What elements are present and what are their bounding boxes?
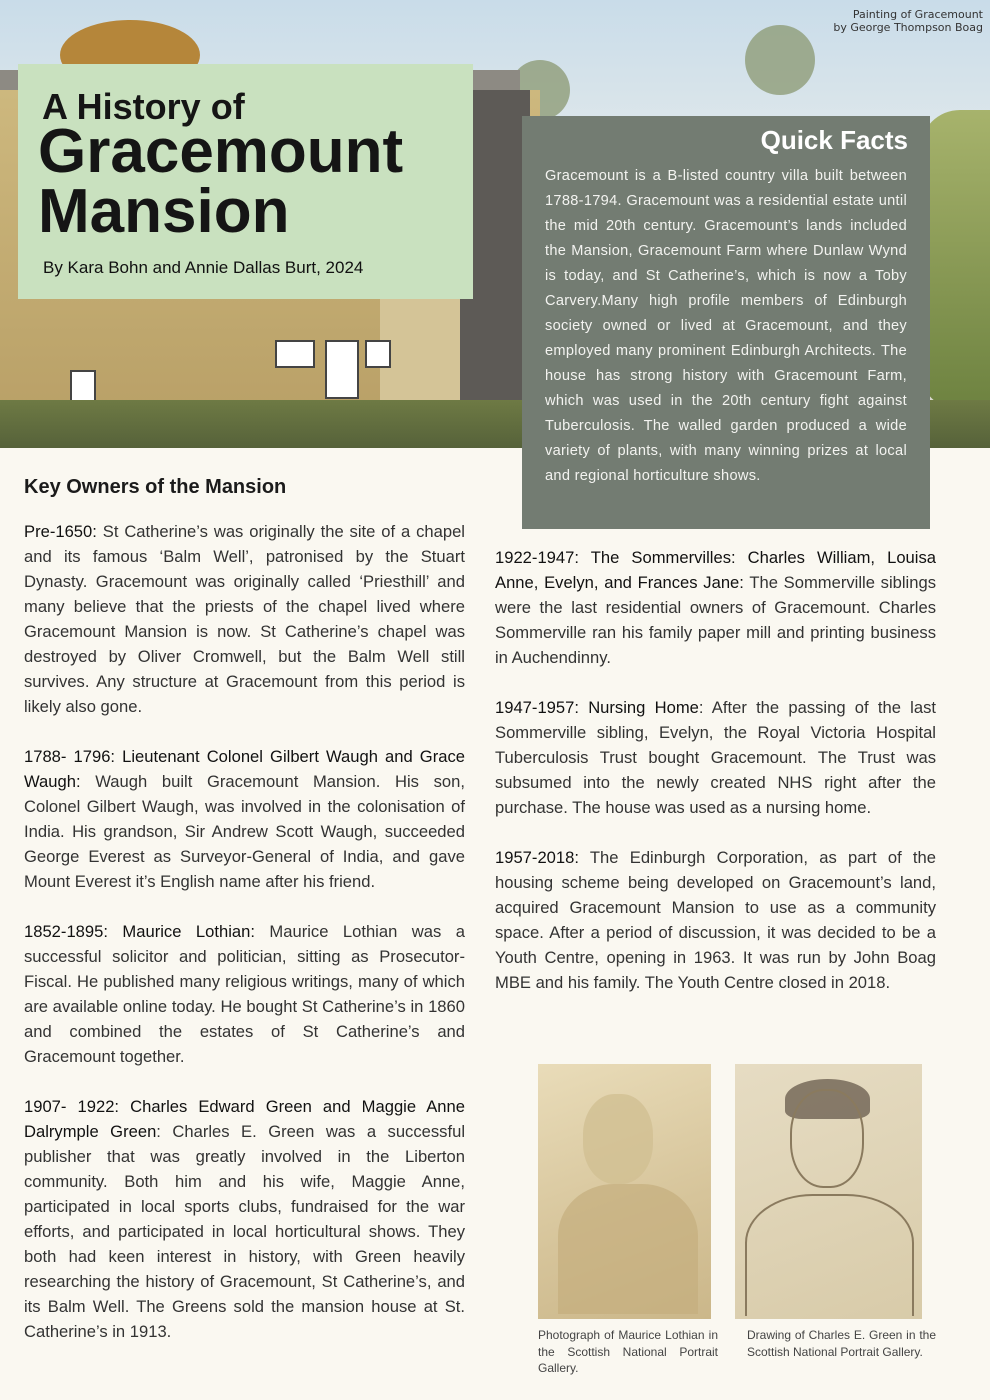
painting-credit: Painting of Gracemount by George Thompson Boag [833,8,983,34]
owners-left-column [24,519,465,1369]
owner-label: 1957-2018: [495,848,579,867]
owner-entry [495,545,936,670]
owner-text: The Sommerville siblings were the last residential owners of Gracemount. Charles Sommerville ran his family paper mill and printing business in Auchendinny. [495,573,936,667]
portrait-face [790,1089,864,1188]
owner-entry [495,845,936,995]
section-heading: Key Owners of the Mansion [24,476,287,498]
photo-caption: Photograph of Maurice Lothian in the Scottish National Portrait Gallery. [538,1328,718,1375]
painting-tree [745,25,815,95]
painting-tree [920,110,990,410]
owners-right-column [495,545,936,1020]
owner-label: 1947-1957: Nursing Home [495,698,699,717]
page-title: Gracemount Mansion [38,117,404,246]
quick-facts-box [522,116,930,529]
owner-label: 1907- 1922: Charles Edward Green and Maggie Anne Dalrymple Green [24,1097,465,1141]
quick-facts-heading: Quick Facts [760,125,908,155]
owner-label: 1852-1895: Maurice Lothian: [24,922,255,941]
owner-entry [24,919,465,1069]
owner-entry [24,744,465,894]
byline: By Kara Bohn and Annie Dallas Burt, 2024 [43,258,364,277]
charles-green-drawing [735,1064,922,1319]
owner-text: St Catherine’s was originally the site of a chapel and its famous ‘Balm Well’, patronised by the Stuart Dynasty. Gracemount was originally called ‘Priesthill’ and many believe that the priests of the chapel lived where Gracemount Mansion is now. St Catherine’s chapel was destroyed by Oliver Cromwell, but the Balm Well still survives. Any structure at Gracemount from this period is likely also gone. [24,522,465,716]
portrait-figure [558,1184,698,1314]
portrait-face [583,1094,653,1184]
painting-window [275,340,315,368]
title-line-1: A History of [42,86,245,127]
owner-text: : After the passing of the last Sommerville sibling, Evelyn, the Royal Victoria Hospital Tuberculosis Trust bought Gracemount. The Trust was subsumed into the newly created NHS right after the purchase. The house was used as a nursing home. [495,698,936,817]
owner-label: 1922-1947: The Sommervilles: Charles William, Louisa Anne, Evelyn, and Frances Jane: [495,548,936,592]
owner-entry [24,519,465,719]
maurice-lothian-photo [538,1064,711,1319]
owner-label: Pre-1650: [24,522,97,541]
owner-label: 1788- 1796: Lieutenant Colonel Gilbert Waugh and Grace Waugh: [24,747,465,791]
owner-entry [24,1094,465,1344]
owner-text: Maurice Lothian was a successful solicitor and politician, sitting as Prosecutor-Fiscal. He published many religious writings, many of which are available online today. He bought St Catherine’s in 1860 and combined the estates of St Catherine’s and Gracemount together. [24,922,465,1066]
painting-window [365,340,391,368]
owner-text: Waugh built Gracemount Mansion. His son, Colonel Gilbert Waugh, was involved in the colonisation of India. His grandson, Sir Andrew Scott Waugh, succeeded George Everest as Surveyor-General of India, and gave Mount Everest it’s English name after his friend. [24,772,465,891]
painting-window [325,340,359,399]
quick-facts-text: Gracemount is a B-listed country villa built between 1788-1794. Gracemount was a residential estate until the mid 20th century. Gracemount’s lands included the Mansion, Gracemount Farm where Dunlaw Wynd is today, and St Catherine’s, which is now a Toby Carvery.Many high profile members of Edinburgh society owned or lived at Gracemount, and they employed many prominent Edinburgh Architects. The house has strong history with Gracemount Farm, which was used in the 20th century fight against Tuberculosis. The walled garden produced a wide variety of plants, with many winning prizes at local and regional horticulture shows. [545,168,907,484]
owner-text: The Edinburgh Corporation, as part of the housing scheme being developed on Gracemount’s land, acquired Gracemount Mansion to use as a community space. After a period of discussion, it was decided to be a Youth Centre, opening in 1963. It was run by John Boag MBE and his family. The Youth Centre closed in 2018. [495,848,936,992]
portrait-figure [745,1194,914,1316]
title-box [18,64,473,299]
photo-caption: Drawing of Charles E. Green in the Scottish National Portrait Gallery. [747,1328,936,1359]
owner-entry [495,695,936,820]
owner-text: : Charles E. Green was a successful publisher that was greatly involved in the Liberton community. Both him and his wife, Maggie Anne, participated in local sports clubs, fundraised for the war efforts, and participated in local horticultural shows. They both had keen interest in history, with Green heavily researching the history of Gracemount, St Catherine’s, and its Balm Well. The Greens sold the mansion house at St. Catherine’s in 1913. [24,1122,465,1341]
